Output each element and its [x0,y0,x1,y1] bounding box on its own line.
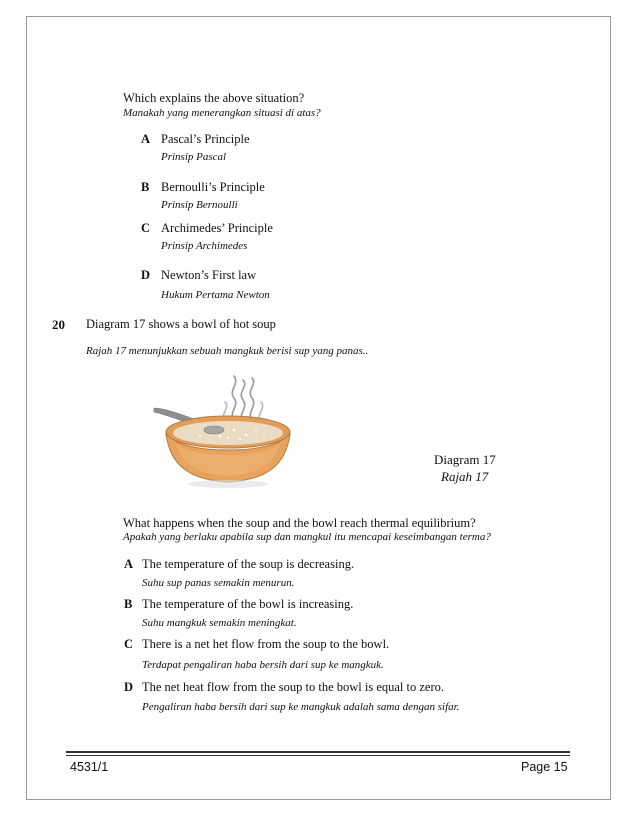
q20-option-b-letter[interactable]: B [124,597,133,611]
footer-page-number: Page 15 [521,760,568,774]
q20-intro-en: Diagram 17 shows a bowl of hot soup [86,317,276,331]
q20-option-a-my: Suhu sup panas semakin menurun. [142,577,295,589]
q20-option-d-letter[interactable]: D [124,680,134,694]
q19-option-b-my: Prinsip Bernoulli [161,199,238,211]
hot-soup-bowl-illustration [148,372,308,500]
q19-option-d-en[interactable]: Newton’s First law [161,268,257,282]
diagram-label-my: Rajah 17 [441,469,489,484]
q20-option-b-en[interactable]: The temperature of the bowl is increasing. [142,597,354,611]
q20-option-d-en[interactable]: The net heat flow from the soup to the bowl is equal to zero. [142,680,445,694]
steam-icon [223,376,262,422]
q19-option-d-letter[interactable]: D [141,268,151,282]
q20-number: 20 [52,317,65,332]
q20-option-c-letter[interactable]: C [124,637,134,651]
q19-option-b-en[interactable]: Bernoulli’s Principle [161,180,265,194]
q19-option-a-letter[interactable]: A [141,132,151,146]
q20-option-c-en[interactable]: There is a net het flow from the soup to the bowl. [142,637,390,651]
q20-option-d-my: Pengaliran haba bersih dari sup ke mangkuk adalah sama dengan sifar. [142,701,460,713]
q19-stem-my: Manakah yang menerangkan situasi di atas? [123,107,321,119]
q20-option-a-en[interactable]: The temperature of the soup is decreasing. [142,557,355,571]
q20-stem-my: Apakah yang berlaku apabila sup dan mangkul itu mencapai keseimbangan terma? [123,531,491,543]
q19-stem-en: Which explains the above situation? [123,91,305,105]
q19-option-d-my: Hukum Pertama Newton [161,289,270,301]
q19-option-b-letter[interactable]: B [141,180,150,194]
q20-intro-my: Rajah 17 menunjukkan sebuah mangkuk berisi sup yang panas.. [86,345,369,357]
footer-paper-code: 4531/1 [70,760,109,774]
diagram-label-en: Diagram 17 [434,452,496,467]
footer-divider [66,751,570,753]
q19-option-c-letter[interactable]: C [141,221,151,235]
footer-divider-thin [66,755,570,756]
q20-option-b-my: Suhu mangkuk semakin meningkat. [142,617,297,629]
q19-option-c-en[interactable]: Archimedes’ Principle [161,221,273,235]
q19-option-a-en[interactable]: Pascal’s Principle [161,132,250,146]
q19-option-a-my: Prinsip Pascal [161,151,227,163]
q20-stem-en: What happens when the soup and the bowl reach thermal equilibrium? [123,516,476,530]
q20-option-c-my: Terdapat pengaliran haba bersih dari sup ke mangkuk. [142,659,384,671]
q19-option-c-my: Prinsip Archimedes [161,240,248,252]
q20-option-a-letter[interactable]: A [124,557,134,571]
